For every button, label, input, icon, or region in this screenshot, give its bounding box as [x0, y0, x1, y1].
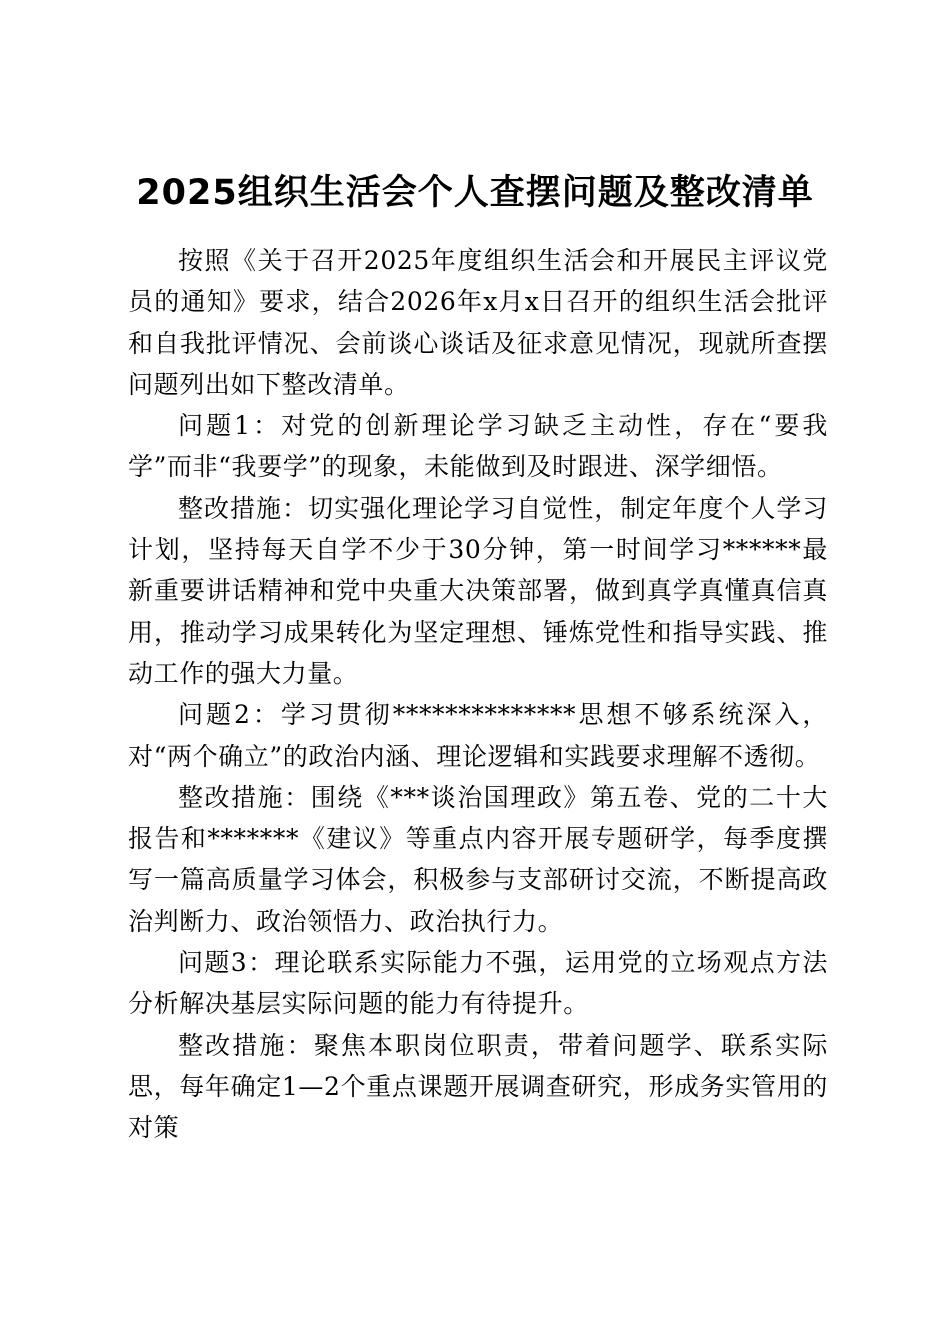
problem-3-paragraph: 问题3：理论联系实际能力不强，运用党的立场观点方法分析解决基层实际问题的能力有待提升。	[128, 948, 828, 1019]
problem-1-paragraph: 问题1：对党的创新理论学习缺乏主动性，存在“要我学”而非“我要学”的现象，未能做到及时跟进、深学细悟。	[128, 411, 828, 482]
problem-2-paragraph: 问题2：学习贯彻**************思想不够系统深入，对“两个确立”的政治内涵、理论逻辑和实践要求理解不透彻。	[128, 700, 828, 771]
intro-paragraph: 按照《关于召开2025年度组织生活会和开展民主评议党员的通知》要求，结合2026年x月x日召开的组织生活会批评和自我批评情况、会前谈心谈话及征求意见情况，现就所查摆问题列出如下整改清单。	[128, 246, 828, 399]
document-body	[128, 240, 828, 1149]
measure-1-paragraph: 整改措施：切实强化理论学习自觉性，制定年度个人学习计划，坚持每天自学不少于30分钟，第一时间学习******最新重要讲话精神和党中央重大决策部署，做到真学真懂真信真用，推动学习成果转化为坚定理想、锤炼党性和指导实践、推动工作的强大力量。	[128, 493, 828, 688]
measure-3-paragraph: 整改措施：聚焦本职岗位职责，带着问题学、联系实际思，每年确定1—2个重点课题开展调查研究，形成务实管用的对策	[128, 1030, 828, 1143]
measure-2-paragraph: 整改措施：围绕《***谈治国理政》第五卷、党的二十大报告和*******《建议》等重点内容开展专题研学，每季度撰写一篇高质量学习体会，积极参与支部研讨交流，不断提高政治判断力、政治领悟力、政治执行力。	[128, 782, 828, 936]
document-title: 2025组织生活会个人查摆问题及整改清单	[136, 173, 814, 213]
